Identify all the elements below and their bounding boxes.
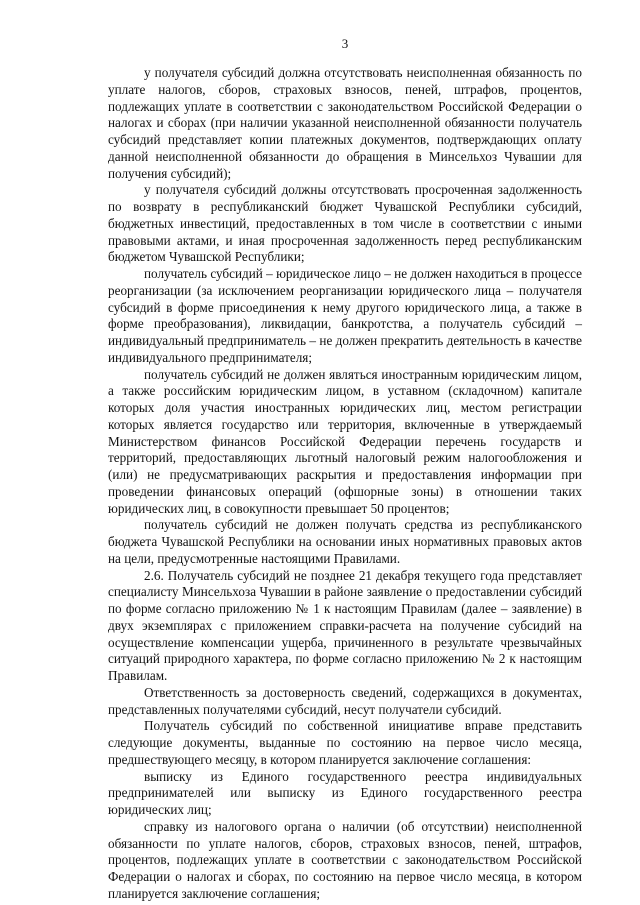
- paragraph: 2.6. Получатель субсидий не позднее 21 декабря текущего года представляет специалисту Минсельхоза Чувашии в районе заявление о предоставлении субсидий по форме согласно приложению № 1 к настоящим Правилам (далее – заявление) в двух экземплярах с приложением справки-расчета на получение субсидий на осуществление компенсации ущерба, причиненного в результате чрезвычайных ситуаций природного характера, по форме согласно приложению № 2 к настоящим Правилам.: [108, 567, 582, 683]
- paragraph: получатель субсидий не должен являться иностранным юридическим лицом, а также российским юридическим лицом, в уставном (складочном) капитале которых доля участия иностранных юридических лиц, местом регистрации которых является государство или территория, включенные в утверждаемый Министерством финансов Российской Федерации перечень государств и территорий, предоставляющих льготный налоговый режим налогообложения и (или) не предусматривающих раскрытия и предоставления информации при проведении финансовых операций (офшорные зоны) в отношении таких юридических лиц, в совокупности превышает 50 процентов;: [108, 366, 582, 516]
- paragraph: у получателя субсидий должны отсутствовать просроченная задолженность по возврату в республиканский бюджет Чувашской Республики субсидий, бюджетных инвестиций, предоставленных в том числе в соответствии с иными правовыми актами, и иная просроченная задолженность перед республиканским бюджетом Чувашской Республики;: [108, 182, 582, 265]
- page-number: 3: [341, 36, 349, 51]
- paragraph: Ответственность за достоверность сведений, содержащихся в документах, представленных получателями субсидий, несут получатели субсидий.: [108, 684, 582, 717]
- paragraph: выписку из Единого государственного реестра индивидуальных предпринимателей или выписку из Единого государственного реестра юридических лиц;: [108, 768, 582, 817]
- paragraph: у получателя субсидий должна отсутствовать неисполненная обязанность по уплате налогов, сборов, страховых взносов, пеней, штрафов, процентов, подлежащих уплате в соответствии с законодательством Российской Федерации о налогах и сборах (при наличии указанной неисполненной обязанности получатель субсидий представляет копии платежных документов, подтверждающих оплату данной неисполненной обязанности до обращения в Минсельхоз Чувашии для получения субсидий);: [108, 65, 582, 181]
- paragraph: Получатель субсидий по собственной инициативе вправе представить следующие документы, выданные по состоянию на первое число месяца, предшествующего месяцу, в котором планируется заключение соглашения:: [108, 718, 582, 767]
- paragraph: получатель субсидий – юридическое лицо – не должен находиться в процессе реорганизации (за исключением реорганизации юридического лица – получателя субсидий в форме присоединения к нему другого юридического лица, а также в форме преобразования), ликвидации, банкротства, а получатель субсидий – индивидуальный предприниматель – не должен прекратить деятельность в качестве индивидуального предпринимателя;: [108, 266, 582, 365]
- paragraph: получатель субсидий не должен получать средства из республиканского бюджета Чувашской Республики на основании иных нормативных правовых актов на цели, предусмотренные настоящими Правилами.: [108, 517, 582, 566]
- paragraph: справку из налогового органа о наличии (об отсутствии) неисполненной обязанности по уплате налогов, сборов, страховых взносов, пеней, штрафов, процентов, подлежащих уплате в соответствии с законодательством Российской Федерации о налогах и сборах, по состоянию на первое число месяца, в котором планируется заключение соглашения;: [108, 818, 582, 901]
